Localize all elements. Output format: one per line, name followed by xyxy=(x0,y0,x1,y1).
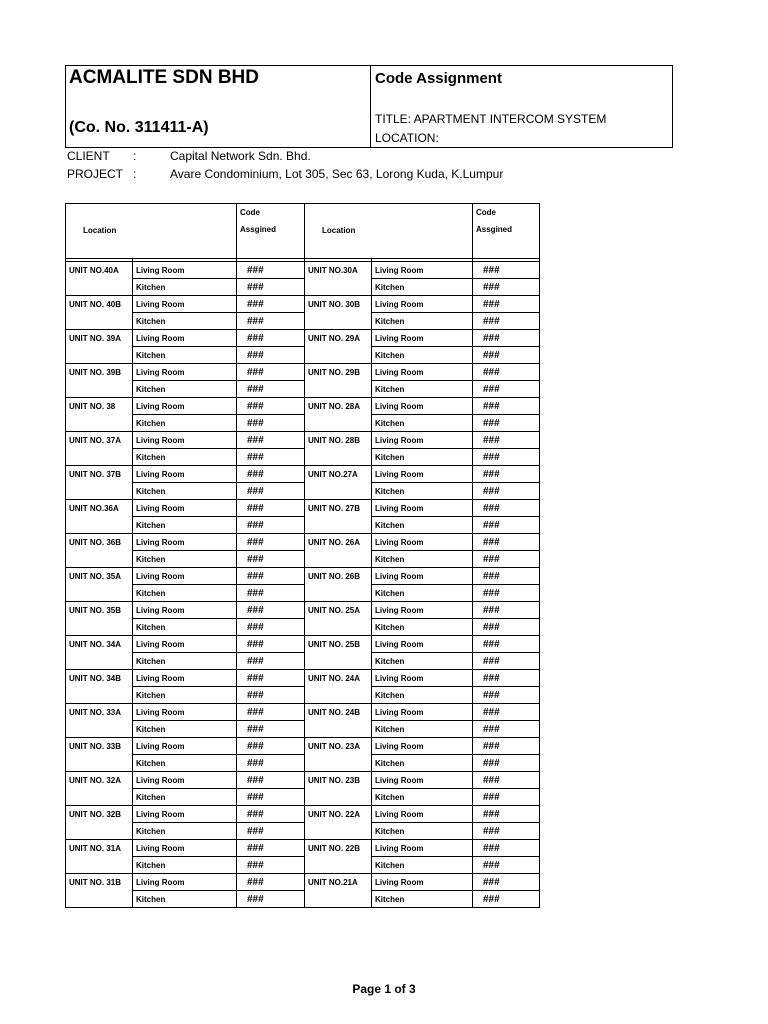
right-kitchen-label: Kitchen xyxy=(372,279,473,296)
table-row xyxy=(66,466,540,483)
right-unit-name: UNIT NO.30A xyxy=(305,262,372,296)
table-row xyxy=(66,619,540,636)
right-unit-name: UNIT NO. 28B xyxy=(305,432,372,466)
right-unit-name: UNIT NO. 29B xyxy=(305,364,372,398)
document-title: Code Assignment xyxy=(375,70,502,87)
left-living-room-label: Living Room xyxy=(133,806,237,823)
right-living-room-code: ### xyxy=(473,636,540,653)
table-row xyxy=(66,755,540,772)
left-living-room-label: Living Room xyxy=(133,670,237,687)
right-living-room-code: ### xyxy=(473,806,540,823)
right-living-room-code: ### xyxy=(473,602,540,619)
table-row xyxy=(66,568,540,585)
left-kitchen-code: ### xyxy=(237,279,305,296)
right-kitchen-label: Kitchen xyxy=(372,517,473,534)
right-kitchen-label: Kitchen xyxy=(372,313,473,330)
left-unit-name: UNIT NO. 35A xyxy=(66,568,133,602)
right-kitchen-label: Kitchen xyxy=(372,415,473,432)
left-kitchen-code: ### xyxy=(237,415,305,432)
right-kitchen-label: Kitchen xyxy=(372,687,473,704)
left-living-room-code: ### xyxy=(237,840,305,857)
table-row xyxy=(66,313,540,330)
left-living-room-label: Living Room xyxy=(133,568,237,585)
left-unit-name: UNIT NO. 31A xyxy=(66,840,133,874)
left-living-room-code: ### xyxy=(237,636,305,653)
left-living-room-code: ### xyxy=(237,874,305,891)
right-unit-name: UNIT NO. 22A xyxy=(305,806,372,840)
left-living-room-code: ### xyxy=(237,568,305,585)
right-kitchen-code: ### xyxy=(473,755,540,772)
right-living-room-label: Living Room xyxy=(372,840,473,857)
right-unit-name: UNIT NO. 24B xyxy=(305,704,372,738)
right-kitchen-label: Kitchen xyxy=(372,755,473,772)
table-row xyxy=(66,738,540,755)
right-living-room-label: Living Room xyxy=(372,670,473,687)
left-unit-name: UNIT NO. 34B xyxy=(66,670,133,704)
left-kitchen-label: Kitchen xyxy=(133,823,237,840)
right-unit-name: UNIT NO. 23A xyxy=(305,738,372,772)
left-kitchen-code: ### xyxy=(237,313,305,330)
right-living-room-code: ### xyxy=(473,772,540,789)
right-kitchen-label: Kitchen xyxy=(372,619,473,636)
right-living-room-code: ### xyxy=(473,738,540,755)
right-living-room-label: Living Room xyxy=(372,296,473,313)
right-unit-name: UNIT NO. 23B xyxy=(305,772,372,806)
table-row xyxy=(66,721,540,738)
right-unit-name: UNIT NO. 22B xyxy=(305,840,372,874)
left-living-room-label: Living Room xyxy=(133,296,237,313)
system-title: TITLE: APARTMENT INTERCOM SYSTEM xyxy=(375,112,607,126)
client-label: CLIENT xyxy=(67,149,110,163)
left-living-room-code: ### xyxy=(237,772,305,789)
left-kitchen-code: ### xyxy=(237,891,305,908)
right-living-room-code: ### xyxy=(473,670,540,687)
right-living-room-code: ### xyxy=(473,296,540,313)
left-kitchen-code: ### xyxy=(237,585,305,602)
left-kitchen-label: Kitchen xyxy=(133,653,237,670)
left-unit-name: UNIT NO. 40B xyxy=(66,296,133,330)
right-kitchen-label: Kitchen xyxy=(372,483,473,500)
left-kitchen-code: ### xyxy=(237,483,305,500)
right-living-room-label: Living Room xyxy=(372,262,473,279)
location-header-right: Location xyxy=(305,204,473,259)
left-unit-name: UNIT NO. 37A xyxy=(66,432,133,466)
right-kitchen-label: Kitchen xyxy=(372,381,473,398)
table-row xyxy=(66,602,540,619)
left-kitchen-label: Kitchen xyxy=(133,381,237,398)
project-value: Avare Condominium, Lot 305, Sec 63, Lorong Kuda, K.Lumpur xyxy=(170,167,504,181)
left-living-room-code: ### xyxy=(237,738,305,755)
left-kitchen-label: Kitchen xyxy=(133,857,237,874)
table-row xyxy=(66,704,540,721)
left-living-room-code: ### xyxy=(237,500,305,517)
left-living-room-code: ### xyxy=(237,432,305,449)
left-kitchen-code: ### xyxy=(237,857,305,874)
left-unit-name: UNIT NO. 37B xyxy=(66,466,133,500)
right-kitchen-label: Kitchen xyxy=(372,551,473,568)
left-living-room-code: ### xyxy=(237,262,305,279)
client-value: Capital Network Sdn. Bhd. xyxy=(170,149,311,163)
right-living-room-code: ### xyxy=(473,398,540,415)
right-living-room-code: ### xyxy=(473,262,540,279)
left-kitchen-code: ### xyxy=(237,449,305,466)
right-kitchen-label: Kitchen xyxy=(372,721,473,738)
left-living-room-label: Living Room xyxy=(133,466,237,483)
left-kitchen-label: Kitchen xyxy=(133,483,237,500)
right-kitchen-label: Kitchen xyxy=(372,585,473,602)
right-living-room-code: ### xyxy=(473,432,540,449)
left-living-room-code: ### xyxy=(237,398,305,415)
right-living-room-label: Living Room xyxy=(372,398,473,415)
left-kitchen-code: ### xyxy=(237,517,305,534)
document-info-block xyxy=(371,66,672,147)
right-kitchen-code: ### xyxy=(473,313,540,330)
table-row xyxy=(66,262,540,279)
left-unit-name: UNIT NO. 39A xyxy=(66,330,133,364)
left-kitchen-label: Kitchen xyxy=(133,551,237,568)
left-living-room-code: ### xyxy=(237,330,305,347)
left-living-room-code: ### xyxy=(237,704,305,721)
left-living-room-code: ### xyxy=(237,806,305,823)
left-kitchen-label: Kitchen xyxy=(133,347,237,364)
code-header-left: Code Assgined xyxy=(237,204,305,259)
left-kitchen-code: ### xyxy=(237,721,305,738)
table-row xyxy=(66,874,540,891)
table-row xyxy=(66,857,540,874)
left-living-room-code: ### xyxy=(237,670,305,687)
right-kitchen-label: Kitchen xyxy=(372,857,473,874)
right-living-room-label: Living Room xyxy=(372,534,473,551)
left-living-room-code: ### xyxy=(237,602,305,619)
table-row xyxy=(66,330,540,347)
table-row xyxy=(66,823,540,840)
left-kitchen-code: ### xyxy=(237,823,305,840)
code-assignment-table xyxy=(65,203,540,908)
table-row xyxy=(66,517,540,534)
right-living-room-code: ### xyxy=(473,330,540,347)
left-kitchen-label: Kitchen xyxy=(133,755,237,772)
table-row xyxy=(66,347,540,364)
right-kitchen-code: ### xyxy=(473,687,540,704)
right-kitchen-label: Kitchen xyxy=(372,891,473,908)
table-row xyxy=(66,296,540,313)
right-living-room-label: Living Room xyxy=(372,466,473,483)
right-unit-name: UNIT NO. 25A xyxy=(305,602,372,636)
table-row xyxy=(66,500,540,517)
left-kitchen-code: ### xyxy=(237,381,305,398)
right-living-room-label: Living Room xyxy=(372,704,473,721)
left-kitchen-label: Kitchen xyxy=(133,789,237,806)
right-kitchen-label: Kitchen xyxy=(372,823,473,840)
table-row xyxy=(66,636,540,653)
left-living-room-label: Living Room xyxy=(133,330,237,347)
table-row xyxy=(66,891,540,908)
table-row xyxy=(66,279,540,296)
left-kitchen-code: ### xyxy=(237,789,305,806)
left-kitchen-code: ### xyxy=(237,619,305,636)
code-header-right: Code Assgined xyxy=(473,204,540,259)
right-living-room-code: ### xyxy=(473,704,540,721)
right-living-room-label: Living Room xyxy=(372,772,473,789)
left-living-room-label: Living Room xyxy=(133,500,237,517)
left-living-room-label: Living Room xyxy=(133,534,237,551)
left-living-room-label: Living Room xyxy=(133,874,237,891)
right-kitchen-code: ### xyxy=(473,347,540,364)
right-kitchen-code: ### xyxy=(473,279,540,296)
left-living-room-label: Living Room xyxy=(133,398,237,415)
left-kitchen-code: ### xyxy=(237,551,305,568)
left-living-room-code: ### xyxy=(237,466,305,483)
table-row xyxy=(66,534,540,551)
right-kitchen-code: ### xyxy=(473,823,540,840)
left-kitchen-label: Kitchen xyxy=(133,279,237,296)
right-kitchen-code: ### xyxy=(473,415,540,432)
right-living-room-code: ### xyxy=(473,874,540,891)
left-living-room-label: Living Room xyxy=(133,704,237,721)
table-row xyxy=(66,789,540,806)
left-unit-name: UNIT NO. 36B xyxy=(66,534,133,568)
company-name: ACMALITE SDN BHD xyxy=(69,67,259,88)
right-living-room-code: ### xyxy=(473,466,540,483)
table-row xyxy=(66,449,540,466)
left-living-room-label: Living Room xyxy=(133,840,237,857)
company-block xyxy=(66,66,371,147)
left-living-room-label: Living Room xyxy=(133,262,237,279)
right-kitchen-label: Kitchen xyxy=(372,347,473,364)
project-label: PROJECT xyxy=(67,167,124,181)
right-kitchen-label: Kitchen xyxy=(372,789,473,806)
table-row xyxy=(66,670,540,687)
table-header-row xyxy=(66,204,540,259)
left-living-room-label: Living Room xyxy=(133,364,237,381)
header-box xyxy=(65,65,673,148)
right-living-room-label: Living Room xyxy=(372,364,473,381)
right-living-room-code: ### xyxy=(473,364,540,381)
right-unit-name: UNIT NO. 28A xyxy=(305,398,372,432)
table-row xyxy=(66,687,540,704)
right-kitchen-code: ### xyxy=(473,517,540,534)
right-unit-name: UNIT NO. 26A xyxy=(305,534,372,568)
left-kitchen-label: Kitchen xyxy=(133,721,237,738)
left-living-room-code: ### xyxy=(237,534,305,551)
left-unit-name: UNIT NO. 32B xyxy=(66,806,133,840)
location-header-left: Location xyxy=(66,204,237,259)
left-living-room-label: Living Room xyxy=(133,772,237,789)
right-kitchen-code: ### xyxy=(473,551,540,568)
right-unit-name: UNIT NO. 26B xyxy=(305,568,372,602)
company-number: (Co. No. 311411-A) xyxy=(69,119,209,136)
right-kitchen-code: ### xyxy=(473,891,540,908)
right-kitchen-code: ### xyxy=(473,721,540,738)
table-row xyxy=(66,483,540,500)
left-unit-name: UNIT NO.40A xyxy=(66,262,133,296)
right-kitchen-code: ### xyxy=(473,381,540,398)
right-living-room-label: Living Room xyxy=(372,602,473,619)
right-kitchen-code: ### xyxy=(473,653,540,670)
left-kitchen-code: ### xyxy=(237,653,305,670)
left-unit-name: UNIT NO. 39B xyxy=(66,364,133,398)
client-colon: : xyxy=(133,149,137,163)
right-kitchen-label: Kitchen xyxy=(372,449,473,466)
left-kitchen-label: Kitchen xyxy=(133,449,237,466)
right-unit-name: UNIT NO.27A xyxy=(305,466,372,500)
left-unit-name: UNIT NO. 31B xyxy=(66,874,133,908)
table-row xyxy=(66,381,540,398)
left-unit-name: UNIT NO. 33B xyxy=(66,738,133,772)
left-kitchen-label: Kitchen xyxy=(133,517,237,534)
right-kitchen-code: ### xyxy=(473,585,540,602)
right-living-room-code: ### xyxy=(473,840,540,857)
left-kitchen-label: Kitchen xyxy=(133,687,237,704)
table-row xyxy=(66,398,540,415)
right-living-room-label: Living Room xyxy=(372,330,473,347)
right-living-room-label: Living Room xyxy=(372,636,473,653)
table-row xyxy=(66,585,540,602)
left-living-room-code: ### xyxy=(237,364,305,381)
project-colon: : xyxy=(133,167,137,181)
right-kitchen-code: ### xyxy=(473,857,540,874)
right-unit-name: UNIT NO. 25B xyxy=(305,636,372,670)
table-row xyxy=(66,840,540,857)
left-living-room-label: Living Room xyxy=(133,738,237,755)
table-row xyxy=(66,772,540,789)
table-row xyxy=(66,432,540,449)
left-unit-name: UNIT NO. 35B xyxy=(66,602,133,636)
right-unit-name: UNIT NO. 24A xyxy=(305,670,372,704)
left-living-room-label: Living Room xyxy=(133,602,237,619)
table-row xyxy=(66,551,540,568)
left-kitchen-code: ### xyxy=(237,347,305,364)
left-kitchen-code: ### xyxy=(237,687,305,704)
right-unit-name: UNIT NO. 29A xyxy=(305,330,372,364)
right-living-room-code: ### xyxy=(473,568,540,585)
right-kitchen-code: ### xyxy=(473,449,540,466)
right-living-room-label: Living Room xyxy=(372,500,473,517)
left-kitchen-code: ### xyxy=(237,755,305,772)
right-living-room-label: Living Room xyxy=(372,432,473,449)
right-living-room-label: Living Room xyxy=(372,738,473,755)
left-living-room-label: Living Room xyxy=(133,636,237,653)
left-kitchen-label: Kitchen xyxy=(133,585,237,602)
right-unit-name: UNIT NO.21A xyxy=(305,874,372,908)
left-unit-name: UNIT NO. 32A xyxy=(66,772,133,806)
table-row xyxy=(66,364,540,381)
left-unit-name: UNIT NO. 34A xyxy=(66,636,133,670)
right-kitchen-code: ### xyxy=(473,789,540,806)
left-living-room-label: Living Room xyxy=(133,432,237,449)
right-kitchen-code: ### xyxy=(473,483,540,500)
left-kitchen-label: Kitchen xyxy=(133,619,237,636)
left-kitchen-label: Kitchen xyxy=(133,891,237,908)
right-unit-name: UNIT NO. 30B xyxy=(305,296,372,330)
right-kitchen-label: Kitchen xyxy=(372,653,473,670)
right-living-room-label: Living Room xyxy=(372,568,473,585)
right-unit-name: UNIT NO. 27B xyxy=(305,500,372,534)
right-living-room-label: Living Room xyxy=(372,874,473,891)
right-living-room-code: ### xyxy=(473,500,540,517)
right-living-room-label: Living Room xyxy=(372,806,473,823)
left-kitchen-label: Kitchen xyxy=(133,313,237,330)
right-living-room-code: ### xyxy=(473,534,540,551)
page-number: Page 1 of 3 xyxy=(352,982,416,996)
left-unit-name: UNIT NO.36A xyxy=(66,500,133,534)
right-kitchen-code: ### xyxy=(473,619,540,636)
table-row xyxy=(66,415,540,432)
left-living-room-code: ### xyxy=(237,296,305,313)
table-row xyxy=(66,653,540,670)
left-unit-name: UNIT NO. 38 xyxy=(66,398,133,432)
left-kitchen-label: Kitchen xyxy=(133,415,237,432)
table-row xyxy=(66,806,540,823)
left-unit-name: UNIT NO. 33A xyxy=(66,704,133,738)
location-line: LOCATION: xyxy=(375,131,439,145)
